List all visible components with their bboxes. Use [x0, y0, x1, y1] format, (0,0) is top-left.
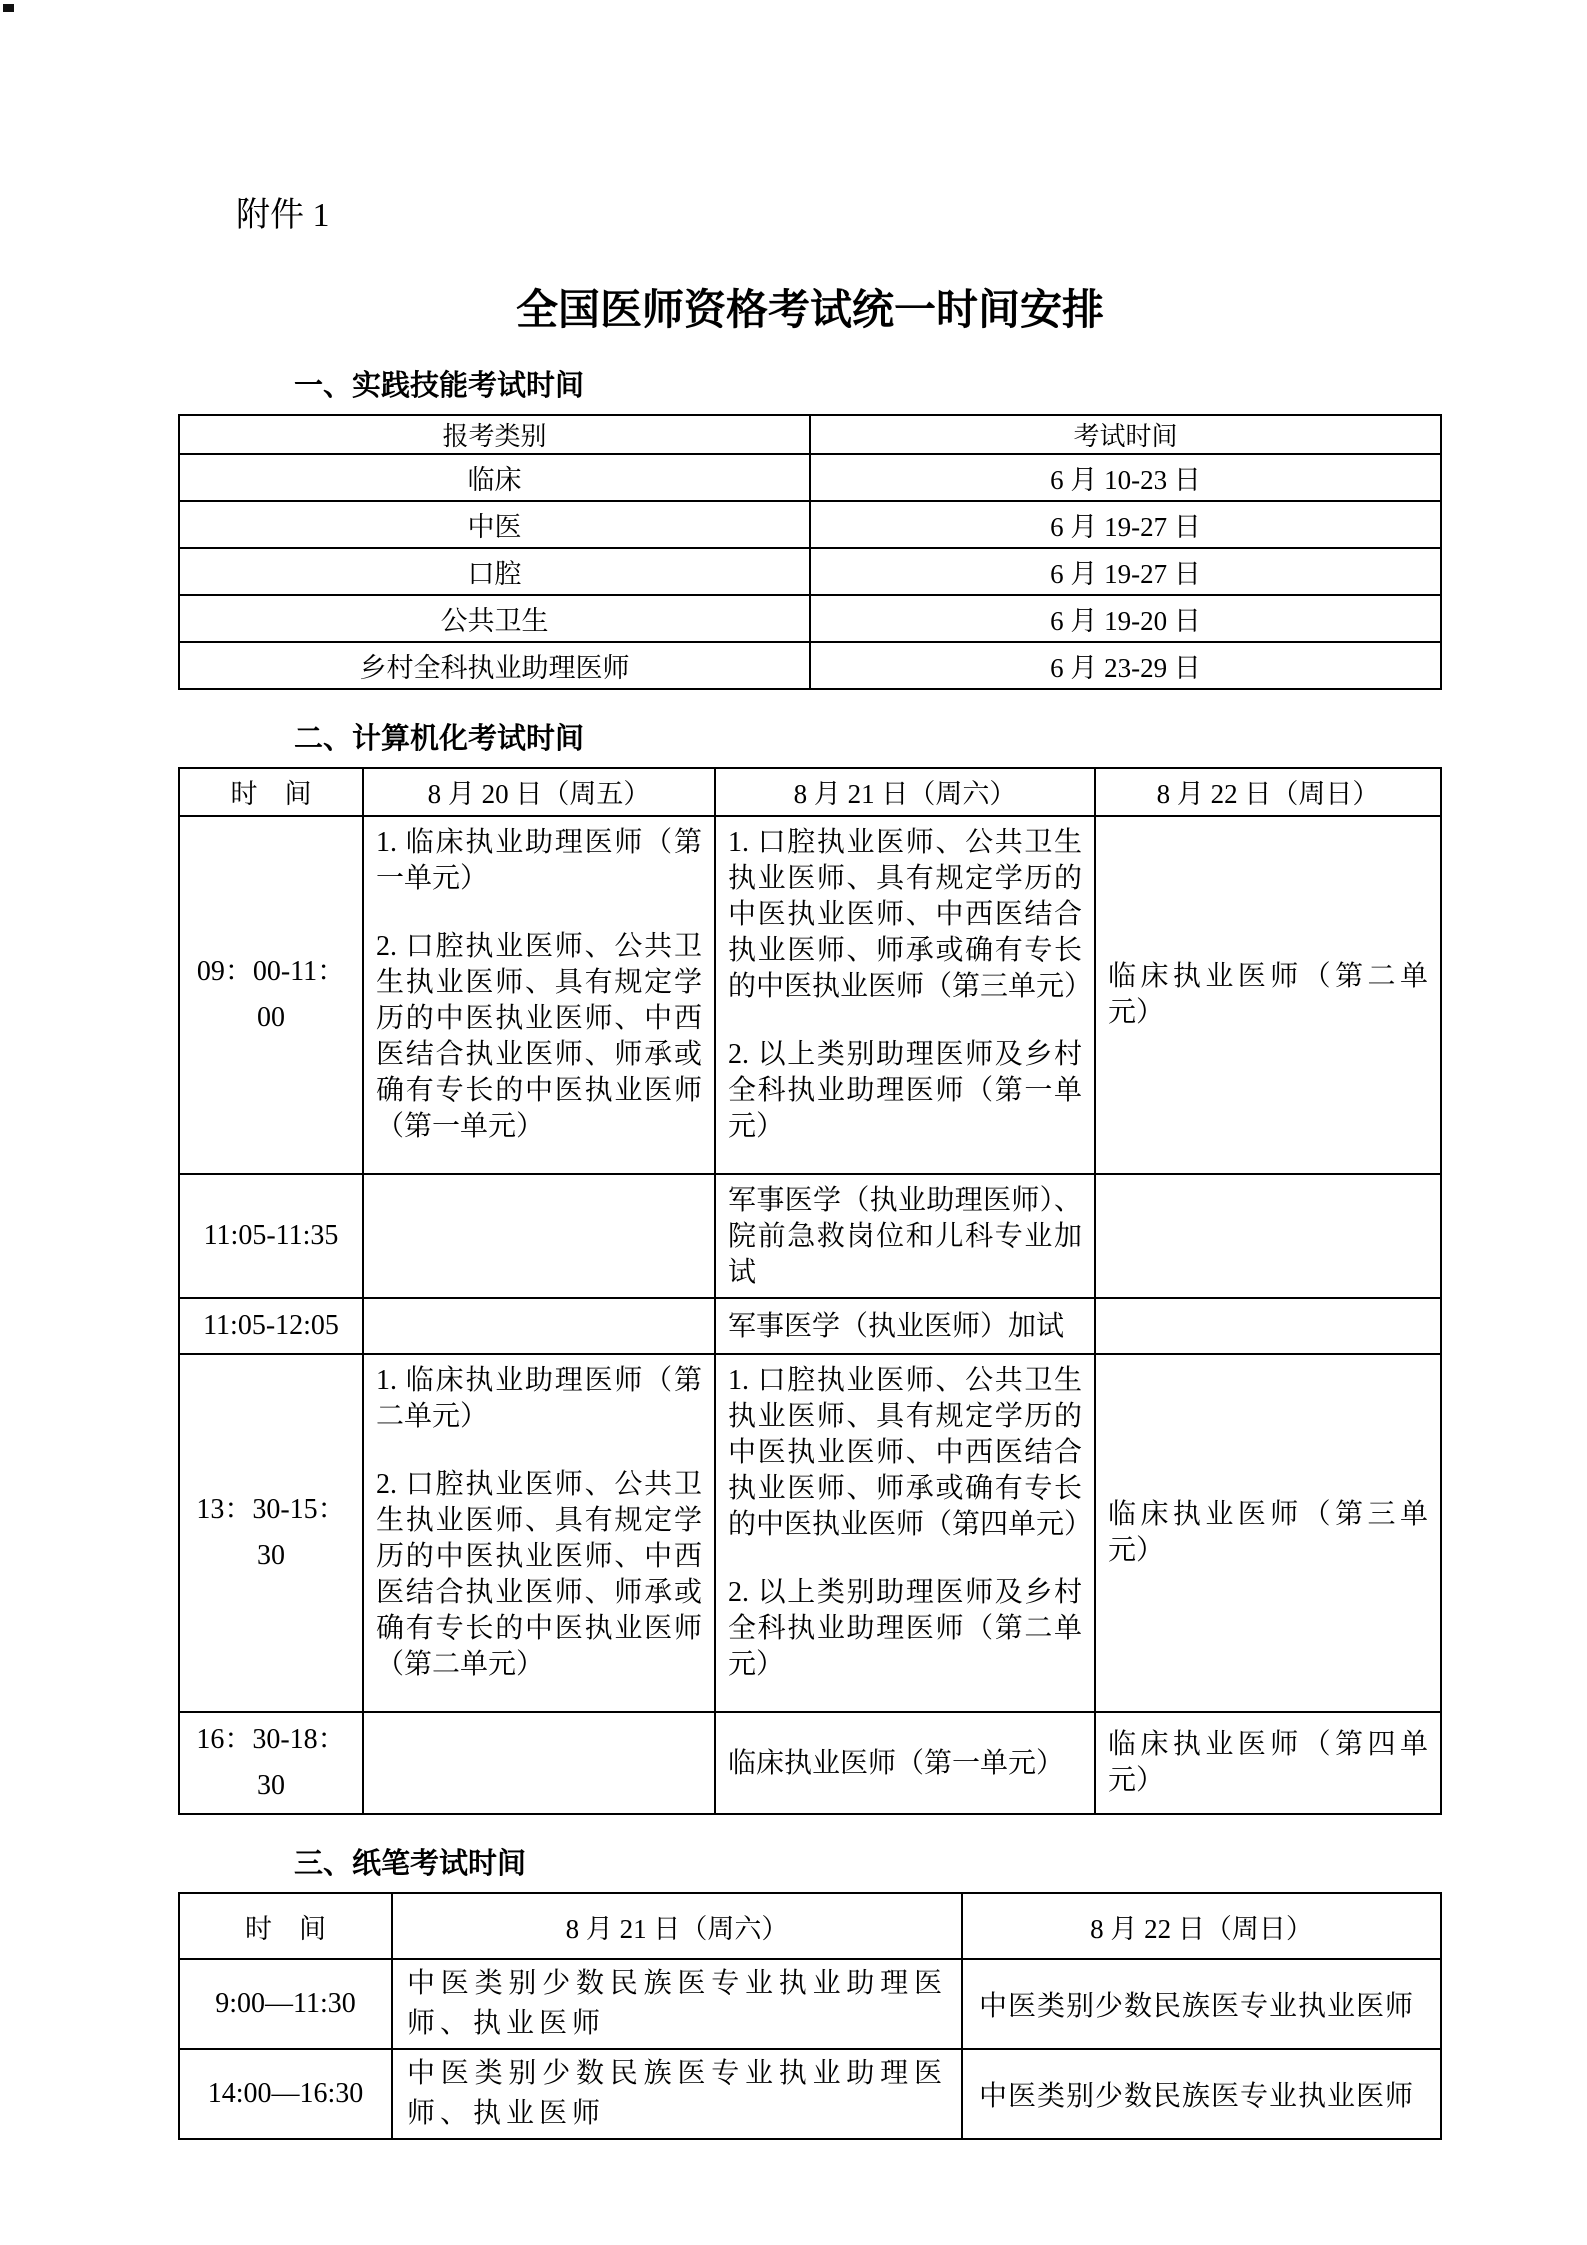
- table-row: [179, 816, 1441, 1174]
- category-cell: 公共卫生: [179, 595, 810, 642]
- table-header-row: [179, 415, 1441, 454]
- table-row: [179, 642, 1441, 689]
- saturday-exams-cell: 军事医学（执业助理医师）、院前急救岗位和儿科专业加试: [715, 1174, 1095, 1298]
- time-slot-cell: 09：00-11：00: [179, 816, 363, 1174]
- header-cell-time: 时 间: [179, 768, 363, 816]
- time-slot-cell: 9:00—11:30: [179, 1959, 392, 2049]
- table-row: [179, 1712, 1441, 1814]
- section3-heading: 三、纸笔考试时间: [294, 1848, 527, 1881]
- category-cell: 临床: [179, 454, 810, 501]
- header-cell-friday: 8 月 20 日（周五）: [363, 768, 715, 816]
- header-cell-exam-time: 考试时间: [810, 415, 1441, 454]
- time-slot-cell: 13：30-15：30: [179, 1354, 363, 1712]
- table-row: [179, 595, 1441, 642]
- header-cell-category: 报考类别: [179, 415, 810, 454]
- sunday-exams-cell: 临床执业医师（第三单元）: [1095, 1354, 1441, 1712]
- exam-time-cell: 6 月 23-29 日: [810, 642, 1441, 689]
- empty-cell: [1095, 1298, 1441, 1354]
- exam-item: 2. 口腔执业医师、公共卫生执业医师、具有规定学历的中医执业医师、中西医结合执业医师、师承或确有专长的中医执业医师（第二单元）: [376, 1468, 702, 1680]
- table-row: [179, 1354, 1441, 1712]
- friday-exams-cell: [363, 816, 715, 1174]
- saturday-exams-cell: [715, 816, 1095, 1174]
- sunday-exams-cell: 临床执业医师（第四单元）: [1095, 1712, 1441, 1814]
- time-slot-cell: 11:05-11:35: [179, 1174, 363, 1298]
- exam-item: 1. 临床执业助理医师（第二单元）: [376, 1364, 702, 1432]
- saturday-exams-cell: 中医类别少数民族医专业执业助理医师、执业医师: [392, 2049, 962, 2139]
- exam-item: 2. 口腔执业医师、公共卫生执业医师、具有规定学历的中医执业医师、中西医结合执业医师、师承或确有专长的中医执业医师（第一单元）: [376, 930, 702, 1142]
- section2-heading: 二、计算机化考试时间: [294, 722, 585, 755]
- time-slot-cell: 16：30-18：30: [179, 1712, 363, 1814]
- sunday-exams-cell: 中医类别少数民族医专业执业医师: [962, 1959, 1441, 2049]
- header-cell-saturday: 8 月 21 日（周六）: [392, 1893, 962, 1959]
- table-row: [179, 2049, 1441, 2139]
- computer-based-exam-table: [178, 767, 1442, 1816]
- exam-time-cell: 6 月 19-20 日: [810, 595, 1441, 642]
- category-cell: 口腔: [179, 548, 810, 595]
- header-cell-time: 时 间: [179, 1893, 392, 1959]
- saturday-exams-cell: 临床执业医师（第一单元）: [715, 1712, 1095, 1814]
- paper-pencil-exam-table: [178, 1892, 1442, 2140]
- empty-cell: [363, 1298, 715, 1354]
- category-cell: 中医: [179, 501, 810, 548]
- exam-item: 1. 口腔执业医师、公共卫生执业医师、具有规定学历的中医执业医师、中西医结合执业医师、师承或确有专长的中医执业医师（第三单元）: [728, 826, 1093, 1002]
- exam-time-cell: 6 月 19-27 日: [810, 548, 1441, 595]
- header-cell-saturday: 8 月 21 日（周六）: [715, 768, 1095, 816]
- time-slot-cell: 14:00—16:30: [179, 2049, 392, 2139]
- sunday-exams-cell: 中医类别少数民族医专业执业医师: [962, 2049, 1441, 2139]
- sunday-exams-cell: 临床执业医师（第二单元）: [1095, 816, 1441, 1174]
- table-row: [179, 1174, 1441, 1298]
- table-header-row: [179, 768, 1441, 816]
- exam-item: 2. 以上类别助理医师及乡村全科执业助理医师（第二单元）: [728, 1576, 1082, 1680]
- saturday-exams-cell: [715, 1354, 1095, 1712]
- exam-time-cell: 6 月 10-23 日: [810, 454, 1441, 501]
- empty-cell: [363, 1174, 715, 1298]
- table-row: [179, 1959, 1441, 2049]
- exam-item: 1. 临床执业助理医师（第一单元）: [376, 826, 702, 894]
- header-cell-sunday: 8 月 22 日（周日）: [1095, 768, 1441, 816]
- exam-item: 1. 口腔执业医师、公共卫生执业医师、具有规定学历的中医执业医师、中西医结合执业医师、师承或确有专长的中医执业医师（第四单元）: [728, 1364, 1093, 1540]
- exam-time-cell: 6 月 19-27 日: [810, 501, 1441, 548]
- practical-skills-exam-table: [178, 414, 1442, 690]
- empty-cell: [1095, 1174, 1441, 1298]
- friday-exams-cell: [363, 1354, 715, 1712]
- exam-item: 2. 以上类别助理医师及乡村全科执业助理医师（第一单元）: [728, 1038, 1082, 1142]
- time-slot-cell: 11:05-12:05: [179, 1298, 363, 1354]
- table-row: [179, 548, 1441, 595]
- header-cell-sunday: 8 月 22 日（周日）: [962, 1893, 1441, 1959]
- empty-cell: [363, 1712, 715, 1814]
- document-title: 全国医师资格考试统一时间安排: [515, 285, 1104, 333]
- section1-heading: 一、实践技能考试时间: [294, 369, 585, 402]
- table-header-row: [179, 1893, 1441, 1959]
- saturday-exams-cell: 中医类别少数民族医专业执业助理医师、执业医师: [392, 1959, 962, 2049]
- table-row: [179, 1298, 1441, 1354]
- table-row: [179, 454, 1441, 501]
- attachment-label: 附件 1: [236, 197, 330, 234]
- category-cell: 乡村全科执业助理医师: [179, 642, 810, 689]
- saturday-exams-cell: 军事医学（执业医师）加试: [715, 1298, 1095, 1354]
- table-row: [179, 501, 1441, 548]
- scan-artifact-dot: [3, 4, 14, 12]
